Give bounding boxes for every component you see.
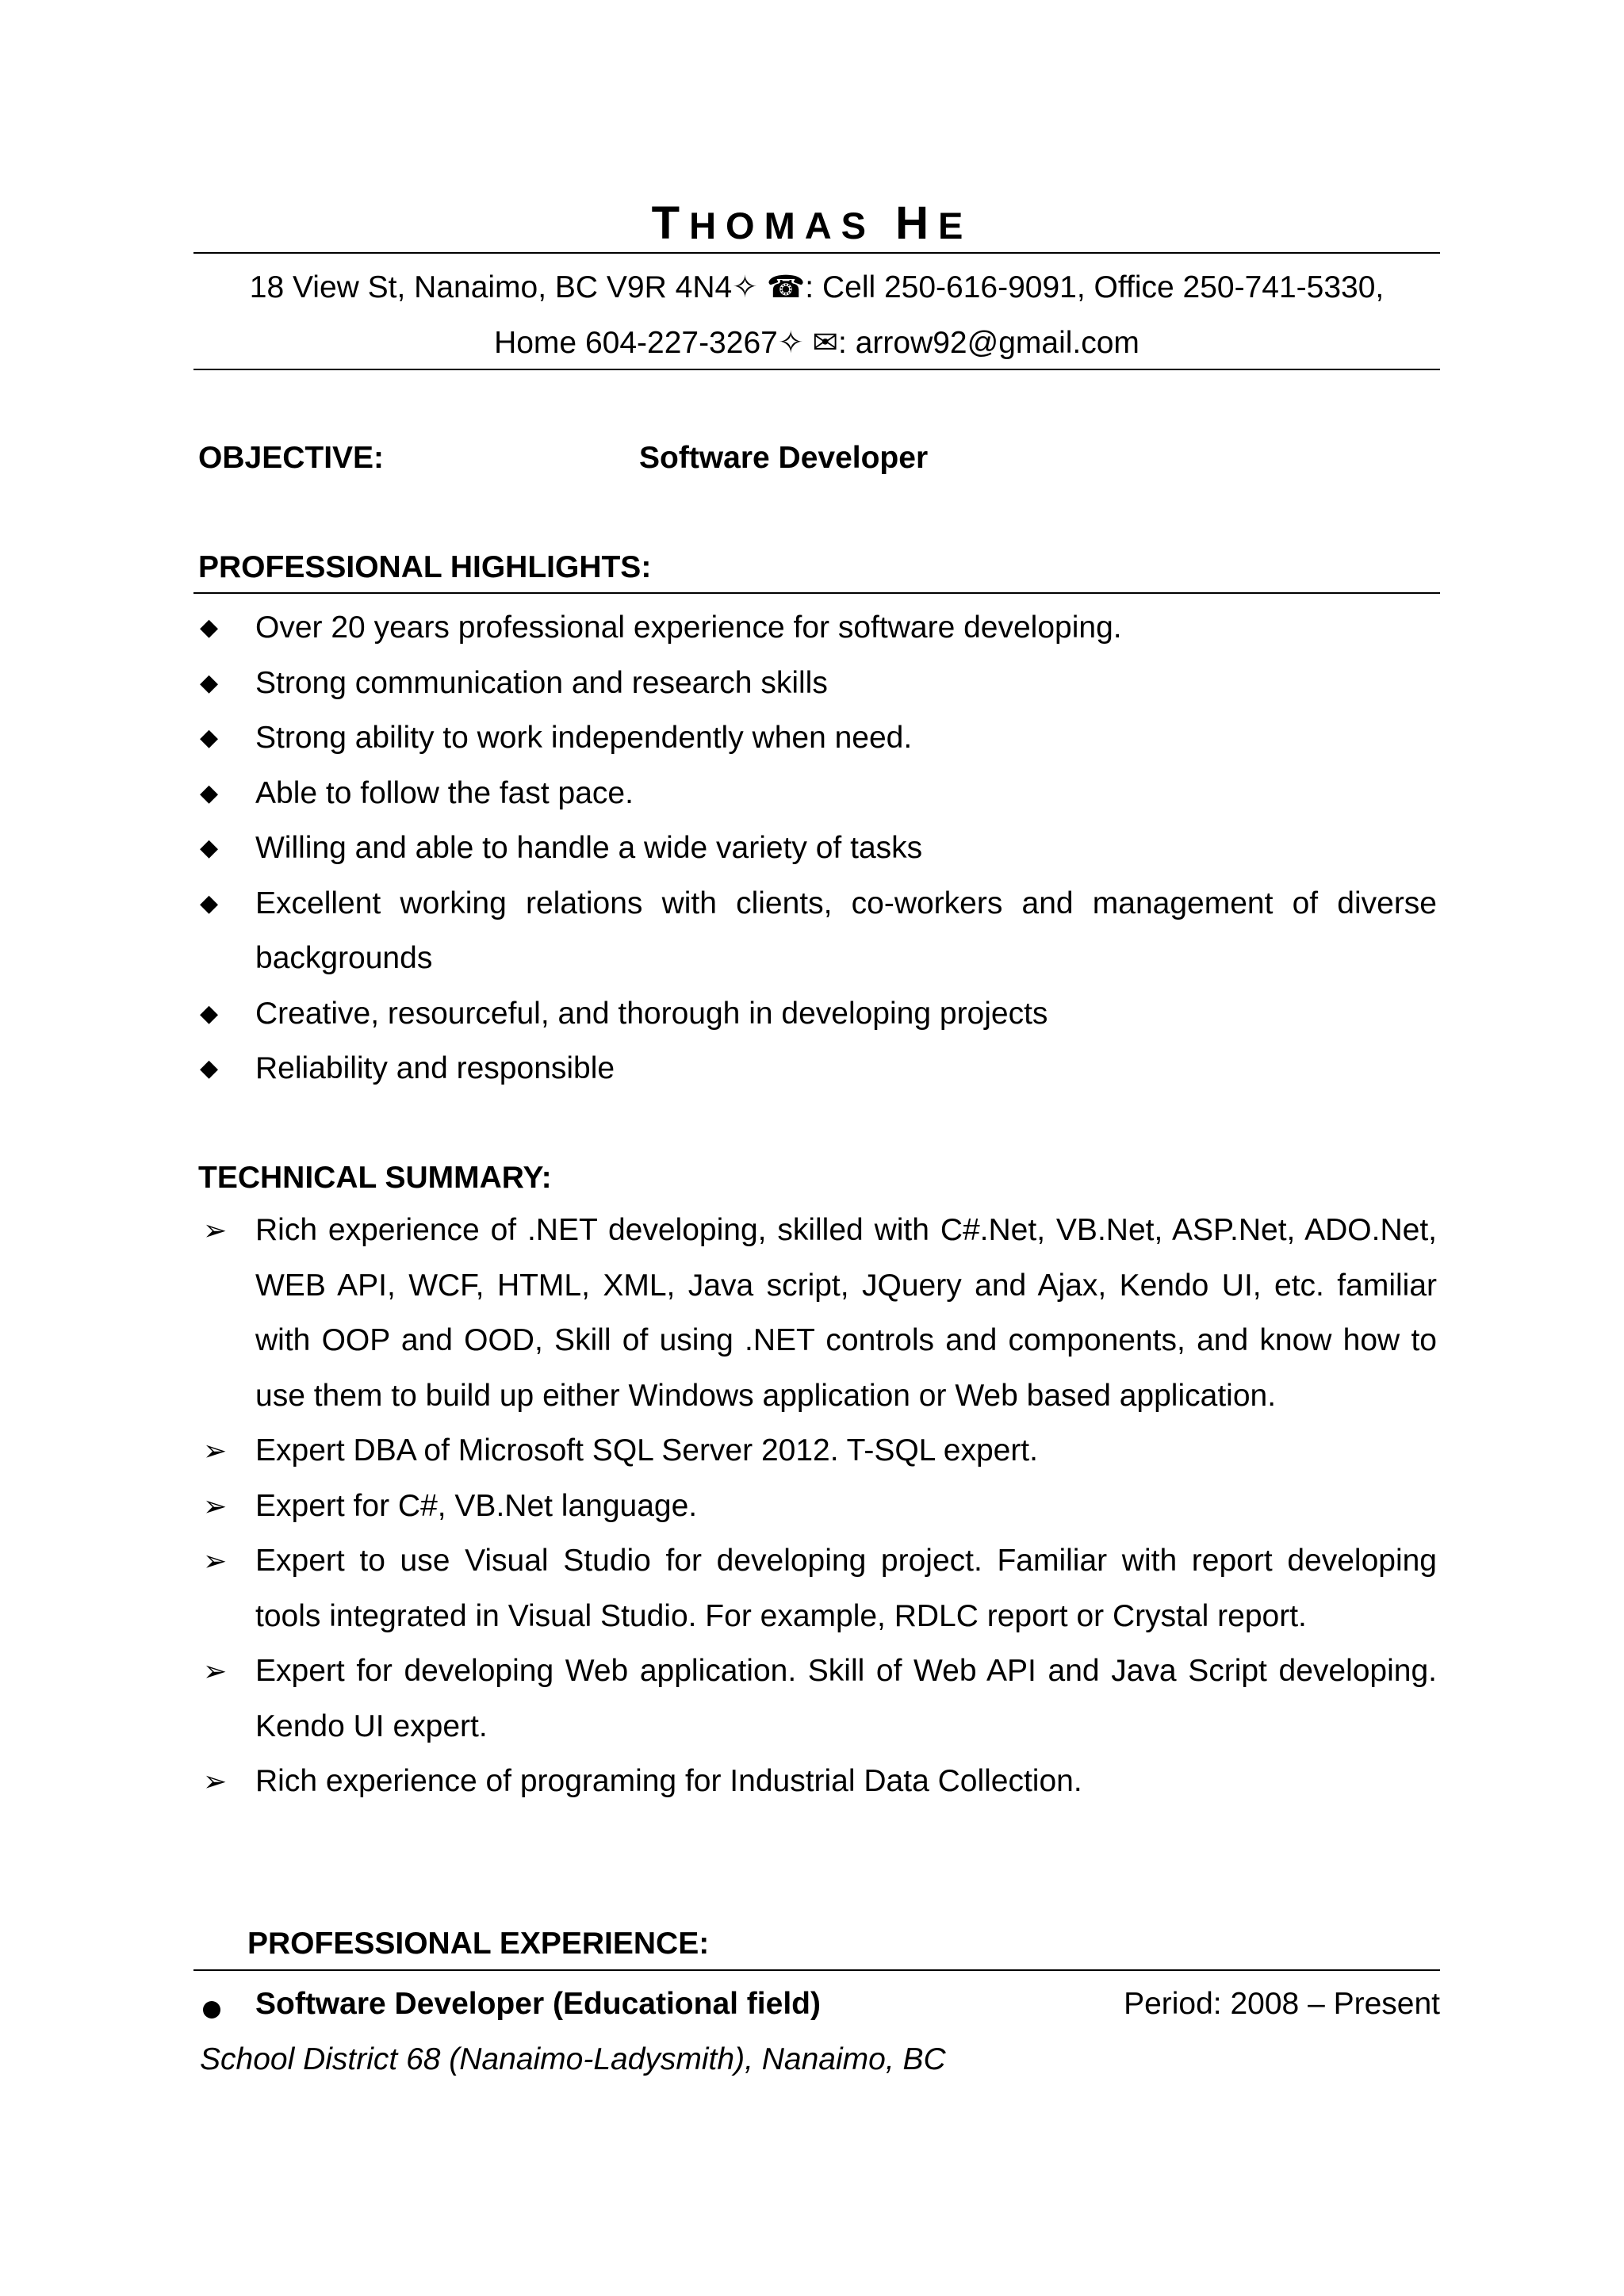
contact-line-2 (193, 325, 1440, 362)
list-item-text: Reliability and responsible (255, 1051, 615, 1085)
four-point-star-icon: ✧ (777, 326, 804, 360)
diamond-bullet-icon: ◆ (200, 890, 219, 916)
employer: School District 68 (Nanaimo-Ladysmith), Nanaimo, BC (200, 2042, 946, 2076)
list-item (200, 986, 1437, 1042)
four-point-star-icon: ✧ (732, 270, 758, 304)
diamond-bullet-icon: ◆ (200, 614, 219, 641)
header-bottom-rule (193, 369, 1440, 370)
list-item-text: Creative, resourceful, and thorough in developing projects (255, 996, 1048, 1031)
list-item (200, 1203, 1437, 1423)
list-item (200, 821, 1437, 876)
arrowhead-bullet-icon: ➢ (203, 1214, 228, 1246)
arrowhead-bullet-icon: ➢ (203, 1765, 228, 1797)
phone-numbers: : Cell 250-616-9091, Office 250-741-5330, (805, 270, 1385, 304)
list-item-text: Strong ability to work independently when need. (255, 721, 913, 755)
list-item-text: Expert for developing Web application. Skill of Web API and Java Script developing. Kendo UI expert. (255, 1654, 1437, 1743)
address: 18 View St, Nanaimo, BC V9R 4N4 (249, 270, 733, 304)
contact-line-1 (193, 270, 1440, 306)
technical-title: TECHNICAL SUMMARY: (198, 1161, 552, 1195)
telephone-icon: ☎ (766, 270, 806, 304)
name-first-initial: T (651, 197, 690, 249)
list-item (200, 1644, 1437, 1754)
job-period: Period: 2008 – Present (1124, 1987, 1440, 2021)
job-title: Software Developer (Educational field) (255, 1987, 821, 2021)
list-item-text: Willing and able to handle a wide variety of tasks (255, 831, 923, 865)
list-item-text: Over 20 years professional experience for software developing. (255, 610, 1122, 645)
list-item (200, 766, 1437, 821)
arrowhead-bullet-icon: ➢ (203, 1655, 228, 1687)
arrowhead-bullet-icon: ➢ (203, 1434, 228, 1467)
name-first-rest: HOMAS (689, 205, 876, 247)
diamond-bullet-icon: ◆ (200, 1055, 219, 1081)
candidate-name (0, 197, 1624, 250)
experience-rule (193, 1969, 1440, 1971)
email-address: : arrow92@gmail.com (838, 326, 1139, 360)
list-item (200, 1533, 1437, 1644)
diamond-bullet-icon: ◆ (200, 669, 219, 696)
technical-list (200, 1203, 1437, 1809)
arrowhead-bullet-icon: ➢ (203, 1489, 228, 1522)
list-item (200, 1479, 1437, 1534)
header-top-rule (193, 252, 1440, 254)
list-item-text: Able to follow the fast pace. (255, 775, 634, 810)
list-item-text: Excellent working relations with clients, co-workers and management of diverse backgrounds (255, 886, 1437, 975)
list-item-text: Expert for C#, VB.Net language. (255, 1488, 698, 1523)
arrowhead-bullet-icon: ➢ (203, 1544, 228, 1577)
list-item-text: Expert DBA of Microsoft SQL Server 2012. T-SQL expert. (255, 1433, 1038, 1468)
list-item-text: Strong communication and research skills (255, 665, 828, 700)
home-phone: Home 604-227-3267 (494, 326, 778, 360)
list-item (200, 1423, 1437, 1479)
list-item (200, 656, 1437, 711)
experience-title: PROFESSIONAL EXPERIENCE: (247, 1927, 710, 1961)
list-item-text: Rich experience of .NET developing, skilled with C#.Net, VB.Net, ASP.Net, ADO.Net, WEB API, WCF, HTML, XML, Java script, JQuery and Ajax, Kendo UI, etc. familiar with OOP and OOD, Skill of using .NET controls and components, and know how to use them to build up either Windows application or Web based application. (255, 1213, 1437, 1413)
list-item-text: Expert to use Visual Studio for developing project. Familiar with report developing tools integrated in Visual Studio. For example, RDLC report or Crystal report. (255, 1544, 1437, 1633)
highlights-rule (193, 592, 1440, 594)
list-item (200, 876, 1437, 986)
name-last-initial: H (895, 197, 938, 249)
list-item (200, 1041, 1437, 1096)
name-last-rest: E (937, 205, 973, 247)
diamond-bullet-icon: ◆ (200, 725, 219, 751)
list-item (200, 1754, 1437, 1809)
list-item (200, 710, 1437, 766)
highlights-title: PROFESSIONAL HIGHLIGHTS: (198, 550, 652, 584)
envelope-icon: ✉ (812, 326, 839, 360)
diamond-bullet-icon: ◆ (200, 1000, 219, 1027)
list-item (200, 600, 1437, 656)
diamond-bullet-icon: ◆ (200, 835, 219, 861)
list-item-text: Rich experience of programing for Industrial Data Collection. (255, 1764, 1082, 1798)
diamond-bullet-icon: ◆ (200, 779, 219, 806)
highlights-list (200, 600, 1437, 1096)
objective-label: OBJECTIVE: (198, 441, 385, 475)
round-bullet-icon (203, 2001, 220, 2019)
experience-entry (200, 1987, 1440, 2026)
objective-value: Software Developer (639, 441, 929, 475)
